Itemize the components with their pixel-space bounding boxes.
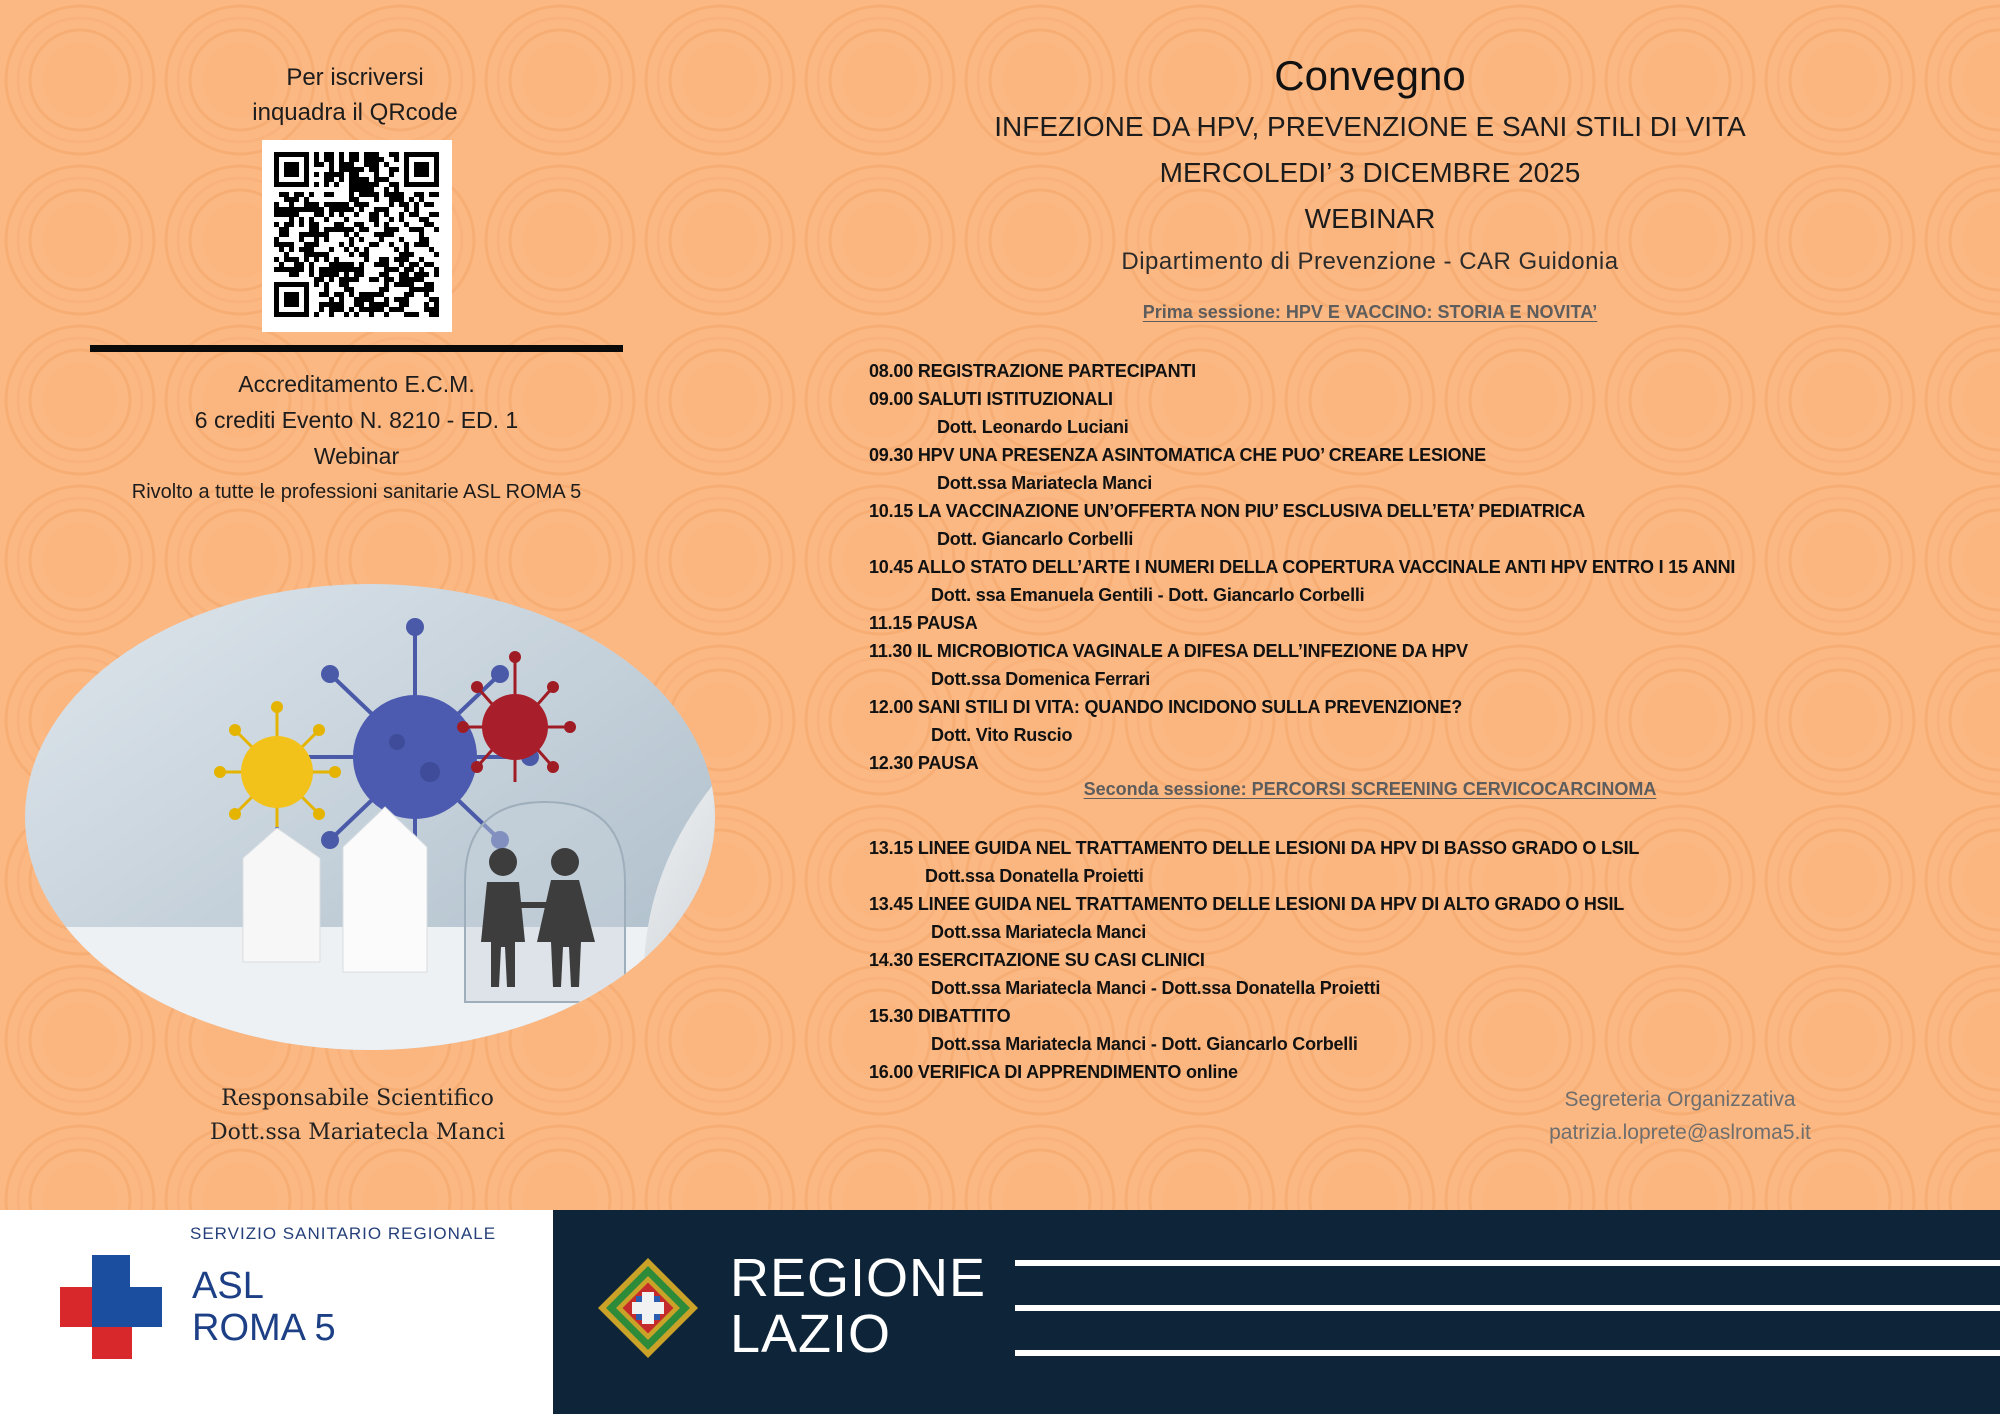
session-two-heading <box>870 779 1870 800</box>
session-two-title: Seconda sessione: PERCORSI SCREENING CERVICOCARCINOMA <box>1083 779 1657 799</box>
event-title-block <box>870 48 1870 282</box>
ssr-label: SERVIZIO SANITARIO REGIONALE <box>190 1224 497 1243</box>
accreditation-title: Accreditamento E.C.M. <box>238 371 475 397</box>
program-speaker: Dott. Leonardo Luciani <box>937 417 1129 437</box>
program-speaker: Dott.ssa Mariatecla Manci - Dott. Giancarlo Corbelli <box>931 1034 1358 1054</box>
asl-cross-icon <box>60 1255 162 1359</box>
program-list-session-two <box>869 834 1989 1086</box>
event-format: WEBINAR <box>1304 203 1436 234</box>
program-item: 10.45 ALLO STATO DELL’ARTE I NUMERI DELLA COPERTURA VACCINALE ANTI HPV ENTRO I 15 ANNI <box>869 557 1736 577</box>
footer-stripe <box>1015 1305 2000 1311</box>
program-item: 13.15 LINEE GUIDA NEL TRATTAMENTO DELLE LESIONI DA HPV DI BASSO GRADO O LSIL <box>869 838 1640 858</box>
responsible-name: Dott.ssa Mariatecla Manci <box>209 1120 506 1145</box>
program-item: 10.15 LA VACCINAZIONE UN’OFFERTA NON PIU’ ESCLUSIVA DELL’ETA’ PEDIATRICA <box>869 501 1586 521</box>
accreditation-format: Webinar <box>313 443 400 469</box>
session-one-heading <box>870 302 1870 323</box>
event-topic: INFEZIONE DA HPV, PREVENZIONE E SANI STILI DI VITA <box>994 111 1746 142</box>
qr-code-graphic <box>262 140 452 332</box>
program-item: 15.30 DIBATTITO <box>869 1006 1011 1026</box>
program-speaker: Dott.ssa Mariatecla Manci - Dott.ssa Donatella Proietti <box>931 978 1381 998</box>
program-speaker: Dott. ssa Emanuela Gentili - Dott. Giancarlo Corbelli <box>931 585 1365 605</box>
program-item: 09.00 SALUTI ISTITUZIONALI <box>869 389 1113 409</box>
footer-stripe <box>1015 1350 2000 1356</box>
registration-line-2: inquadra il QRcode <box>252 99 458 126</box>
event-title: Convegno <box>1274 52 1466 99</box>
regione-logo-line-1: REGIONE <box>730 1248 987 1308</box>
program-item: 12.00 SANI STILI DI VITA: QUANDO INCIDONO SULLA PREVENZIONE? <box>869 697 1463 717</box>
regione-lazio-emblem-icon <box>596 1256 700 1360</box>
registration-line-1: Per iscriversi <box>286 64 424 91</box>
program-speaker: Dott. Vito Ruscio <box>931 725 1073 745</box>
program-item: 12.30 PAUSA <box>869 753 979 773</box>
event-date: MERCOLEDI’ 3 DICEMBRE 2025 <box>1159 157 1581 188</box>
accreditation-audience: Rivolto a tutte le professioni sanitarie ASL ROMA 5 <box>131 481 582 503</box>
regione-logo-line-2: LAZIO <box>730 1304 892 1364</box>
program-item: 13.45 LINEE GUIDA NEL TRATTAMENTO DELLE LESIONI DA HPV DI ALTO GRADO O HSIL <box>869 894 1625 914</box>
program-item: 14.30 ESERCITAZIONE SU CASI CLINICI <box>869 950 1205 970</box>
program-item: 16.00 VERIFICA DI APPRENDIMENTO online <box>869 1062 1238 1082</box>
accreditation-credits: 6 crediti Evento N. 8210 - ED. 1 <box>194 407 519 433</box>
session-one-title: Prima sessione: HPV E VACCINO: STORIA E NOVITA’ <box>1142 302 1598 322</box>
divider-line <box>90 345 623 352</box>
program-item: 11.15 PAUSA <box>869 613 978 633</box>
secretariat-email[interactable]: patrizia.loprete@aslroma5.it <box>1549 1121 1811 1144</box>
organizing-secretariat <box>1490 1083 1870 1149</box>
footer-stripe <box>1015 1260 2000 1266</box>
responsible-role: Responsabile Scientifico <box>221 1086 494 1111</box>
program-item: 11.30 IL MICROBIOTICA VAGINALE A DIFESA DELL’INFEZIONE DA HPV <box>869 641 1468 661</box>
program-item: 08.00 REGISTRAZIONE PARTECIPANTI <box>869 361 1196 381</box>
event-department: Dipartimento di Prevenzione - CAR Guidonia <box>1121 248 1619 275</box>
program-list-session-one <box>869 357 1989 777</box>
accreditation-info <box>60 366 653 510</box>
asl-logo-line-2: ROMA 5 <box>192 1307 336 1349</box>
program-speaker: Dott.ssa Domenica Ferrari <box>931 669 1151 689</box>
program-speaker: Dott. Giancarlo Corbelli <box>937 529 1134 549</box>
registration-instructions <box>160 60 550 130</box>
qr-code[interactable] <box>262 140 452 332</box>
asl-logo-text <box>192 1265 336 1349</box>
program-speaker: Dott.ssa Mariatecla Manci <box>937 473 1153 493</box>
asl-logo-line-1: ASL <box>192 1265 264 1307</box>
hpv-illustration <box>25 582 715 1052</box>
program-item: 09.30 HPV UNA PRESENZA ASINTOMATICA CHE PUO’ CREARE LESIONE <box>869 445 1486 465</box>
regione-lazio-logo-text <box>730 1250 986 1362</box>
secretariat-label: Segreteria Organizzativa <box>1564 1088 1796 1111</box>
scientific-responsible <box>170 1082 545 1150</box>
program-speaker: Dott.ssa Mariatecla Manci <box>931 922 1147 942</box>
program-speaker: Dott.ssa Donatella Proietti <box>925 866 1144 886</box>
